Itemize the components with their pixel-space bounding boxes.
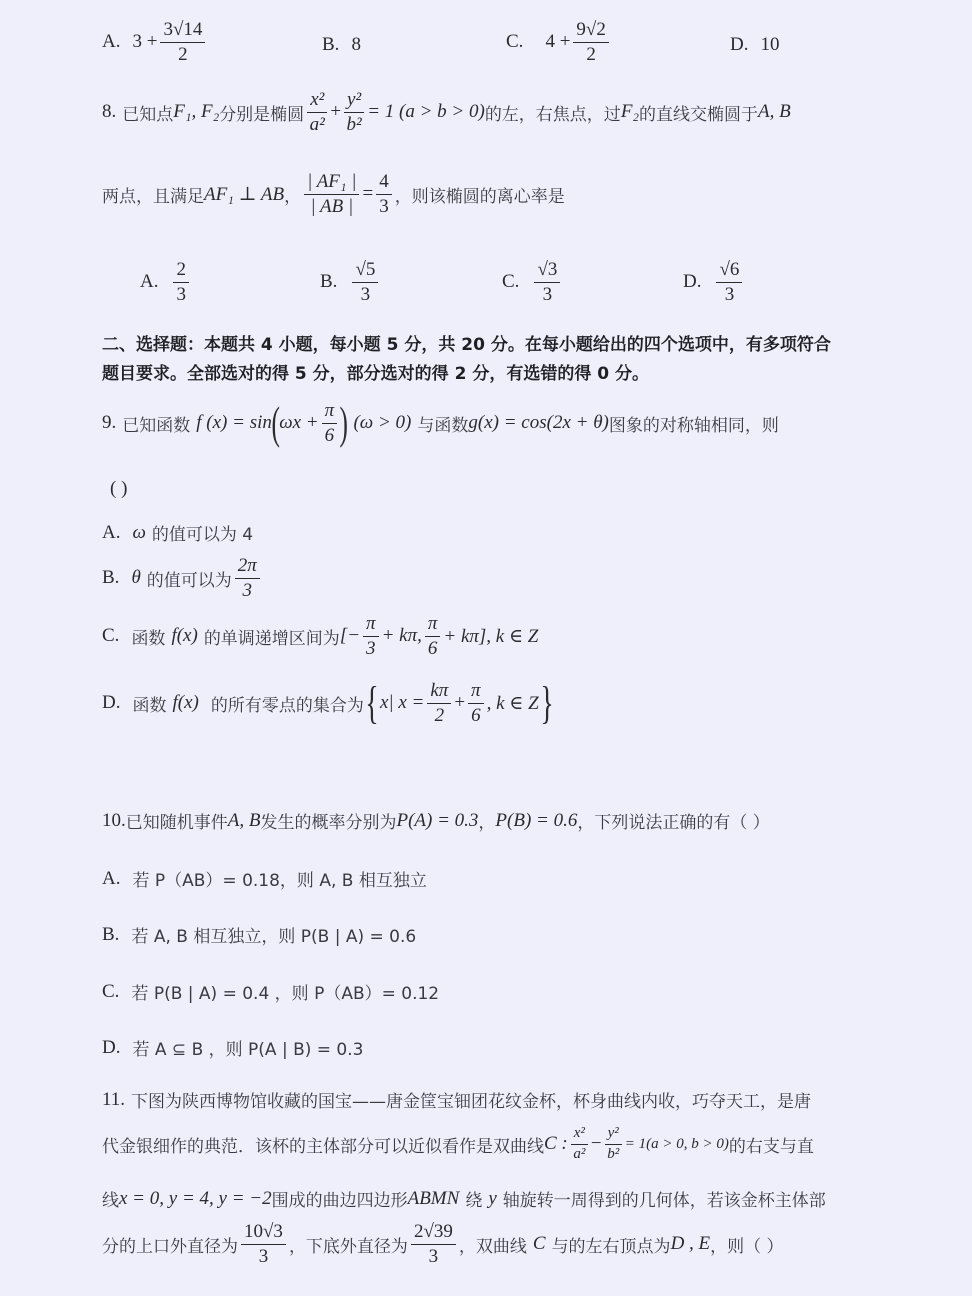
q7-option-b [322,34,361,56]
numerator: π [425,614,441,637]
option-label: D. [730,34,749,55]
q9-stem [102,397,779,448]
section-heading: 题目要求。全部选对的得 5 分，部分选对的得 2 分，有选错的得 0 分。 [102,364,649,384]
option-label: D. [683,271,702,293]
denominator: 6 [427,637,438,659]
math: F₁, F₂ [173,101,220,123]
math: = 1(a > 0, b > 0) [624,1135,729,1152]
numerator: 2 [173,260,189,283]
math: C : [544,1133,568,1155]
denominator: 3 [242,579,253,601]
fraction [468,681,484,726]
q9-option-a [102,520,253,545]
text: 与的左右顶点为 [551,1236,671,1257]
math: = 1 (a > b > 0) [367,101,485,123]
numerator: 2√39 [411,1222,456,1245]
q8-line-1: 8. 已知点 F₁, F₂ 分别是椭圆 $\frac{\text{x²}}{\text{a²}}$ + $\frac{\text{y²}}{\text{b²}}$ = 1 (a > b > 0) 的左，右焦点，过 F₂ 的直线交椭圆于 A, B [102,89,791,135]
denominator: 3 [379,195,389,217]
denominator: 6 [471,704,481,726]
denominator: b² [607,1145,620,1162]
q10-option-c [102,979,439,1004]
math: = [362,183,374,205]
q7-option-d [730,34,779,56]
math: , k ∈ Z [486,692,539,714]
math: + kπ], k ∈ Z [443,625,539,647]
denominator: | AB | [310,195,354,217]
fraction [716,260,742,305]
q8-option-a [140,260,192,305]
q10-option-d [102,1035,363,1060]
math: x| x = [379,692,425,713]
section-2-heading-line-1 [102,330,831,355]
q9-option-c [102,614,538,659]
option-text: 的值可以为 [146,570,232,591]
numerator: 3√14 [160,20,205,43]
option-prefix: 3 + [132,31,158,53]
text: 已知随机事件 [125,813,228,833]
option-label: B. [322,34,340,55]
text: 的右支与直 [728,1136,814,1157]
option-text: 若 A ⊆ B ，则 P(A | B) = 0.3 [132,1040,364,1060]
text: 的左，右焦点，过 [484,104,621,125]
denominator: a² [309,113,325,135]
numerator: x² [571,1126,588,1145]
text: ， [284,186,302,207]
option-label: C. [102,980,120,1002]
text: 分别是椭圆 [219,104,305,125]
denominator: 3 [428,1245,439,1267]
math: [− [339,625,361,647]
text: 与函数 [417,415,469,436]
denominator: 6 [324,424,335,446]
text: 下图为陕西博物馆收藏的国宝——唐金筐宝钿团花纹金杯，杯身曲线内收，巧夺天工，是唐 [131,1092,812,1112]
option-text: 8 [351,34,361,55]
math: f(x) [172,692,199,713]
math: x = 0, y = 4, y = −2 [119,1187,272,1209]
text: 分的上口外直径为 [102,1236,238,1257]
right-brace: } [540,677,554,728]
math: P(B) = 0.6 [495,809,578,831]
numerator: π [363,614,379,637]
q9-option-d [102,677,555,728]
denominator: 2 [586,43,596,65]
q8-line-2 [102,172,565,217]
numerator: 9√2 [573,20,608,43]
option-text: 若 A, B 相互独立，则 P(B | A) = 0.6 [131,927,417,947]
numerator: kπ [427,681,451,704]
text: 围成的曲边四边形 [271,1191,408,1211]
q8-option-d [683,260,745,305]
option-text: 若 P（AB）= 0.18，则 A, B 相互独立 [132,871,427,891]
fraction [344,90,364,135]
numerator: x² [307,90,327,113]
q10-option-a [102,866,427,891]
option-label: D. [102,692,121,713]
q11-line-2: 代金银细作的典范．该杯的主体部分可以近似看作是双曲线 C : $\frac{\text{x²}}{\text{a²}}$ − $\frac{\text{y²}}{\text{b²}}$ = 1(a > 0, b > 0) 的右支与直 [102,1125,814,1162]
math: + [454,692,466,713]
math: P(A) = 0.3 [396,809,479,831]
option-label: D. [102,1036,121,1058]
text: 已知点 [122,104,174,125]
q9-answer-paren [110,478,127,500]
left-brace: { [365,677,379,728]
option-label: B. [102,567,120,589]
fraction [571,1126,588,1163]
denominator: 3 [176,283,186,305]
numerator: π [322,401,338,424]
text: 轴旋转一周得到的几何体，若该金杯主体部 [502,1191,826,1211]
right-paren: ) [339,397,349,448]
denominator: a² [573,1145,586,1162]
math: ABMN [407,1187,460,1209]
denominator: 3 [724,283,735,305]
option-label: C. [506,31,524,53]
denominator: 3 [360,283,371,305]
fraction [573,20,608,65]
fraction [427,681,451,726]
q9-option-b [102,556,263,601]
numerator: 10√3 [241,1222,286,1245]
option-text: 的值可以为 4 [151,525,254,545]
q10-option-b [102,922,416,947]
question-number: 11. [102,1088,126,1110]
fraction [241,1222,286,1267]
option-label: A. [102,521,121,543]
numerator: | AF₁ | [304,172,359,195]
math: A, B [758,101,791,123]
math: F₂ [620,101,640,123]
text: ，双曲线 [458,1236,527,1257]
numerator: π [468,681,484,704]
math: f (x) = sin [196,412,272,433]
question-number: 10. [102,809,126,831]
option-label: B. [320,271,338,293]
fraction [304,172,359,217]
option-text: 的所有零点的集合为 [210,695,364,716]
math: + kπ, [381,625,422,647]
numerator: √3 [534,260,560,283]
text: 已知函数 [122,415,191,436]
fraction [425,614,441,659]
question-number: 8. [102,101,117,123]
numerator: √5 [352,260,378,283]
text: 代金银细作的典范．该杯的主体部分可以近似看作是双曲线 [102,1136,544,1157]
math: A, B [227,809,261,831]
fraction [534,260,560,305]
q11-line-4 [102,1222,784,1267]
q8-option-b [320,260,381,305]
q11-line-3 [102,1186,826,1211]
fraction [173,260,189,305]
text: 图象的对称轴相同，则 [608,415,779,436]
option-text: 函数 [132,695,167,716]
option-text: 函数 [131,628,166,649]
option-label: C. [502,271,520,293]
option-label: A. [102,31,121,53]
denominator: 2 [178,43,188,65]
denominator: 2 [434,704,445,726]
denominator: 3 [542,283,553,305]
text: ，则该椭圆的离心率是 [394,186,565,207]
math: (ω > 0) [353,412,412,433]
option-label: B. [102,923,120,945]
q7-option-a [102,20,208,65]
option-text: 10 [760,34,780,55]
text: ， [478,813,496,833]
fraction [160,20,205,65]
q10-stem [102,808,770,833]
text: ，则（ ） [710,1236,784,1257]
fraction [363,614,379,659]
fraction [322,401,338,446]
option-prefix: 4 + [545,31,571,53]
text: 发生的概率分别为 [260,813,397,833]
text: 的直线交椭圆于 [639,104,759,125]
q8-option-c [502,260,563,305]
option-text: 若 P(B | A) = 0.4 ，则 P（AB）= 0.12 [131,984,440,1004]
denominator: 3 [258,1245,269,1267]
option-label: A. [140,271,159,293]
answer-blank: ( ) [110,478,128,499]
text: 线 [102,1191,119,1211]
math: θ [131,567,141,589]
q7-option-c [506,20,612,65]
q11-line-1 [102,1087,811,1112]
fraction [376,172,392,217]
numerator: y² [344,90,364,113]
math: ω [132,521,146,543]
text: ，下底外直径为 [288,1236,408,1257]
section-heading: 二、选择题：本题共 4 小题，每小题 5 分，共 20 分。在每小题给出的四个选项中，有多项符合 [102,335,831,355]
math: y [488,1187,497,1209]
numerator: y² [605,1126,622,1145]
option-label: C. [102,625,120,647]
math: ωx + [279,412,319,433]
numerator: 4 [376,172,392,195]
math: AF₁ ⊥ AB [204,183,285,205]
fraction [352,260,378,305]
text: ，下列说法正确的有（ ） [577,813,770,833]
fraction [411,1222,456,1267]
numerator: 2π [235,556,260,579]
fraction [235,556,260,601]
math: C [532,1233,546,1255]
fraction [307,90,327,135]
denominator: 3 [366,637,376,659]
numerator: √6 [716,260,742,283]
denominator: b² [346,113,362,135]
left-paren: ( [271,397,280,448]
text: 绕 [465,1191,483,1211]
math: D , E [670,1233,711,1255]
option-text: 的单调递增区间为 [203,628,340,649]
option-label: A. [102,867,121,889]
math: g(x) = cos(2x + θ) [468,412,609,433]
math: f(x) [171,625,198,647]
section-2-heading-line-2 [102,359,649,384]
text: 两点，且满足 [102,186,204,207]
fraction [605,1126,622,1163]
question-number: 9. [102,412,117,433]
